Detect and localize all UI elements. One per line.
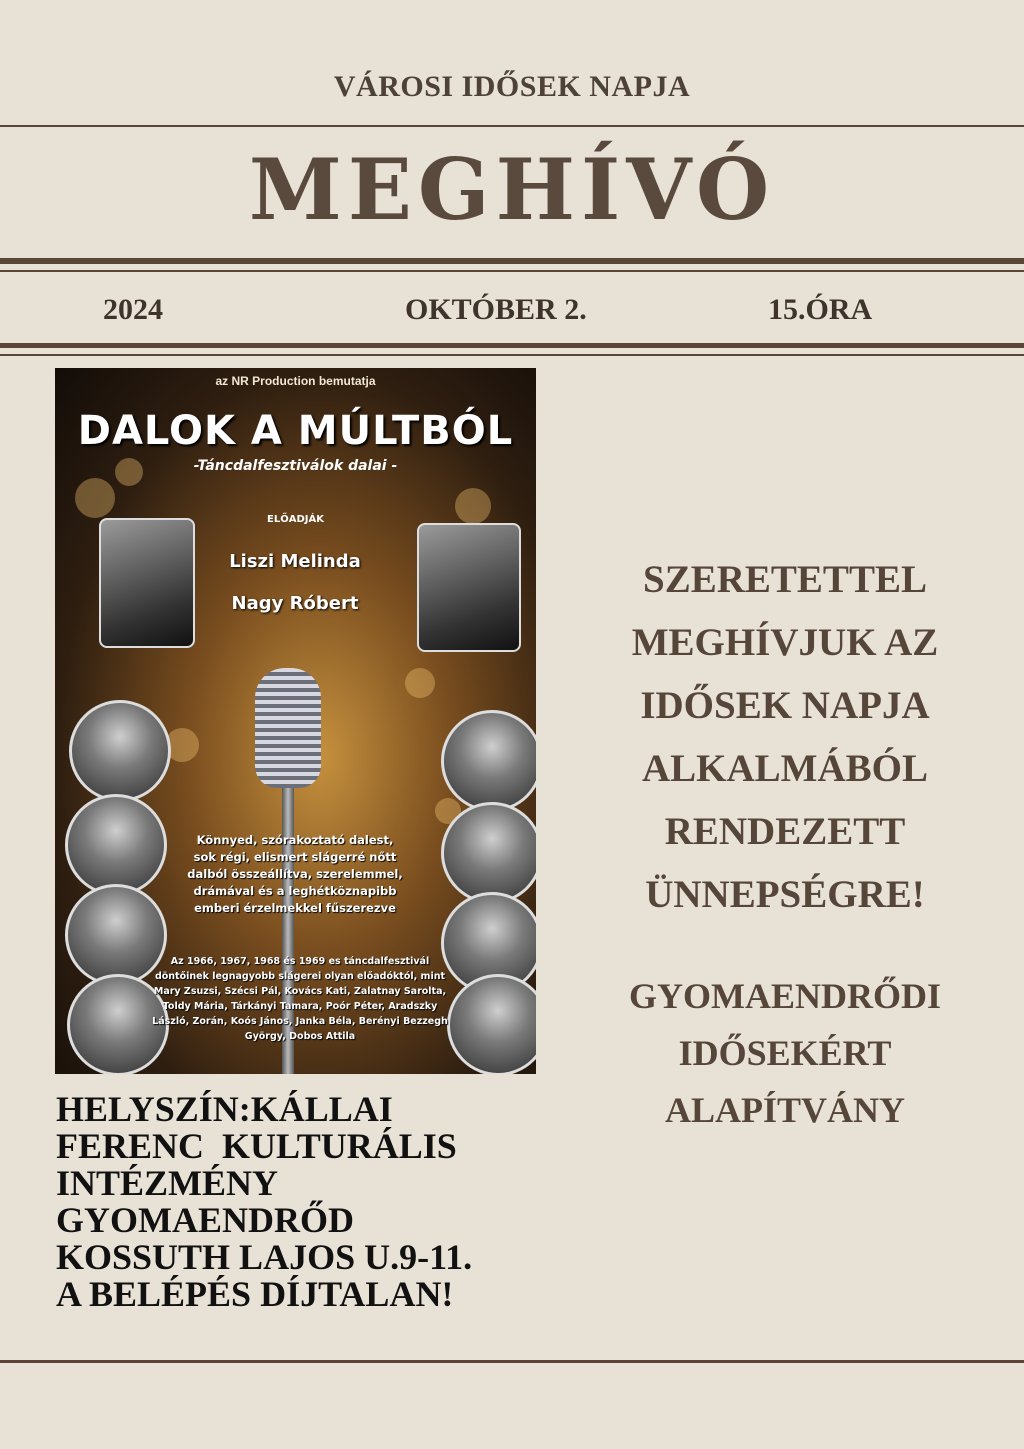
venue-line: A BELÉPÉS DÍJTALAN! bbox=[56, 1274, 454, 1314]
venue-line: FERENC KULTURÁLIS bbox=[56, 1126, 457, 1166]
invitation-message bbox=[590, 548, 980, 926]
venue-line: INTÉZMÉNY bbox=[56, 1163, 279, 1203]
poster-presenter: az NR Production bemutatja bbox=[215, 374, 376, 388]
organizer-line: IDŐSEKÉRT bbox=[678, 1033, 892, 1073]
invitation-line: RENDEZETT bbox=[664, 810, 906, 853]
poster-performers-label: ELŐADJÁK bbox=[267, 514, 324, 525]
title-double-rule-lower bbox=[0, 270, 1024, 272]
event-year: 2024 bbox=[103, 293, 163, 326]
performer-2-name: Nagy Róbert bbox=[231, 593, 359, 614]
invitation-line: SZERETETTEL bbox=[643, 558, 927, 601]
invitation-line: ÜNNEPSÉGRE! bbox=[645, 873, 925, 916]
organizer-line: GYOMAENDRŐDI bbox=[629, 976, 941, 1016]
performer-1-name: Liszi Melinda bbox=[229, 551, 361, 572]
date-double-rule-lower bbox=[0, 354, 1024, 356]
microphone-graphic bbox=[255, 668, 321, 788]
invitation-line: IDŐSEK NAPJA bbox=[640, 684, 930, 727]
organizer-line: ALAPÍTVÁNY bbox=[664, 1090, 905, 1130]
title-double-rule-upper bbox=[0, 258, 1024, 264]
poster-subtitle: -Táncdalfesztiválok dalai - bbox=[193, 458, 398, 474]
performer-2-photo bbox=[417, 523, 521, 652]
performer-1-photo bbox=[99, 518, 195, 648]
bottom-rule bbox=[0, 1360, 1024, 1363]
event-time: 15.ÓRA bbox=[768, 293, 873, 326]
venue-line: KOSSUTH LAJOS U.9-11. bbox=[56, 1237, 473, 1277]
poster-title: DALOK A MÚLTBÓL bbox=[77, 408, 514, 454]
date-double-rule-upper bbox=[0, 343, 1024, 348]
event-date: OKTÓBER 2. bbox=[405, 293, 587, 326]
event-label: VÁROSI IDŐSEK NAPJA bbox=[333, 70, 691, 103]
artist-photo-right-2 bbox=[441, 802, 536, 904]
page-title: MEGHÍVÓ bbox=[248, 140, 776, 239]
venue-line: GYOMAENDRŐD bbox=[56, 1200, 354, 1240]
poster-blurb: Könnyed, szórakoztató dalest, sok régi, elismert slágerré nőtt dalból összeállítva, szerelemmel, drámával és a leghétköznapibb emberi érzelmekkel fűszerezve bbox=[187, 833, 403, 915]
top-rule bbox=[0, 125, 1024, 127]
artist-photo-right-4 bbox=[447, 974, 536, 1074]
invitation-line: MEGHÍVJUK AZ bbox=[631, 621, 939, 664]
artist-photo-left-2 bbox=[65, 794, 167, 896]
organizer bbox=[590, 968, 980, 1139]
invitation-line: ALKALMÁBÓL bbox=[641, 747, 929, 790]
venue-line: HELYSZÍN:KÁLLAI bbox=[56, 1089, 393, 1129]
poster-artists: Az 1966, 1967, 1968 és 1969 es táncdalfesztivál döntőinek legnagyobb slágerei olyan előadóktól, mint Mary Zsuzsi, Szécsi Pál, Kovács Kati, Zalatnay Sarolta, Toldy Mária, Tárkányi Tamara, Poór Péter, Aradszky László, Zorán, Koós János, Janka Béla, Berényi Bezzegh György, Dobos Attila bbox=[152, 956, 448, 1042]
event-poster bbox=[55, 368, 536, 1074]
artist-photo-left-1 bbox=[69, 700, 171, 802]
artist-photo-right-1 bbox=[441, 710, 536, 812]
venue-info bbox=[56, 1091, 526, 1313]
